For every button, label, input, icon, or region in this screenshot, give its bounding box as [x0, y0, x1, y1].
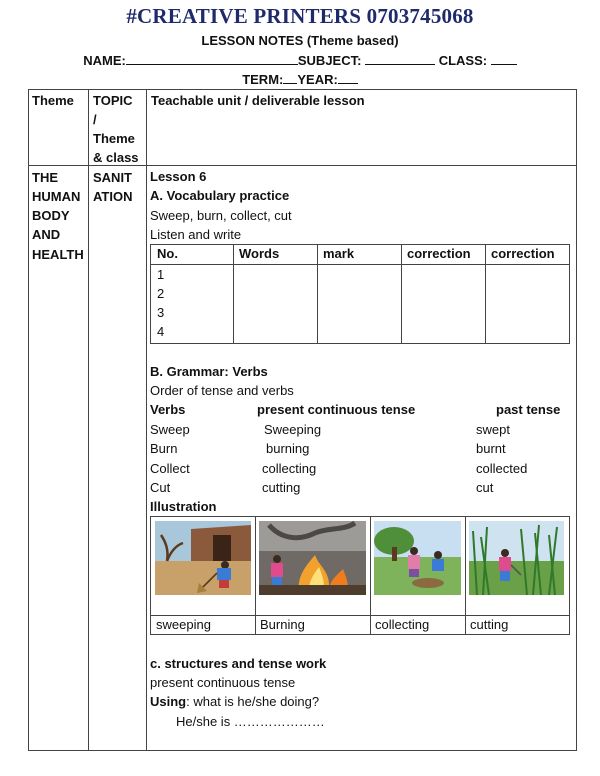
term-row — [0, 71, 600, 87]
theme-line: HUMAN — [32, 189, 81, 204]
topic-header-2: / — [93, 112, 97, 127]
caption-collecting: collecting — [375, 617, 430, 632]
subject-blank[interactable] — [365, 52, 435, 65]
topic-line: ATION — [93, 189, 133, 204]
verb-past: burnt — [476, 441, 506, 456]
listen-instruction: Listen and write — [150, 227, 242, 242]
theme-header: Theme — [32, 93, 74, 108]
column-divider — [88, 90, 89, 750]
document-title: LESSON NOTES (Theme based) — [201, 33, 399, 48]
verb-base: Burn — [150, 441, 178, 456]
order-line: Order of tense and verbs — [150, 383, 294, 398]
name-label: NAME: — [83, 53, 126, 68]
illustration-table — [150, 516, 570, 635]
section-b-heading: B. Grammar: Verbs — [150, 364, 268, 379]
burning-illustration — [259, 521, 366, 595]
collecting-illustration — [374, 521, 461, 595]
vocab-header-mark: mark — [323, 246, 355, 261]
theme-line: BODY — [32, 208, 70, 223]
caption-sweeping: sweeping — [156, 617, 211, 632]
past-tense-header: past tense — [496, 402, 561, 417]
verb-present: collecting — [262, 461, 317, 476]
caption-burning: Burning — [260, 617, 305, 632]
term-blank[interactable] — [283, 71, 297, 84]
theme-line: THE — [32, 170, 58, 185]
vocab-header-correction: correction — [407, 246, 471, 261]
section-c-heading: c. structures and tense work — [150, 656, 327, 671]
theme-line: HEALTH — [32, 247, 84, 262]
column-divider — [370, 517, 371, 634]
verb-base: Cut — [150, 480, 171, 495]
sweeping-illustration — [155, 521, 251, 595]
subject-label: SUBJECT: — [297, 53, 362, 68]
verb-present: Sweeping — [264, 422, 322, 437]
term-label: TERM: — [242, 72, 284, 87]
verb-base: Sweep — [150, 422, 190, 437]
class-blank[interactable] — [491, 52, 517, 65]
using-label: Using — [150, 694, 187, 709]
vocabulary-words: Sweep, burn, collect, cut — [150, 208, 292, 223]
vocab-row-number: 4 — [157, 324, 165, 339]
year-label: YEAR: — [297, 72, 338, 87]
name-blank[interactable] — [126, 52, 298, 65]
student-details-row — [0, 52, 600, 68]
topic-line: SANIT — [93, 170, 132, 185]
answer-line: He/she is ………………… — [176, 714, 325, 729]
theme-line: AND — [32, 227, 61, 242]
illustration-label: Illustration — [150, 499, 217, 514]
vocab-header-no: No. — [157, 246, 178, 261]
verb-present: cutting — [262, 480, 301, 495]
vocab-header-correction: correction — [491, 246, 555, 261]
caption-divider — [151, 615, 569, 616]
vocab-header-words: Words — [239, 246, 280, 261]
class-label: CLASS: — [438, 53, 488, 68]
brand-title: #CREATIVE PRINTERS 0703745068 — [126, 4, 474, 28]
year-blank[interactable] — [338, 71, 358, 84]
vocab-row-number: 2 — [157, 286, 165, 301]
topic-header-3: Theme — [93, 131, 135, 146]
header-divider — [151, 264, 569, 265]
verb-past: collected — [476, 461, 528, 476]
column-divider — [233, 245, 234, 343]
topic-header-4: & class — [93, 150, 139, 165]
unit-header: Teachable unit / deliverable lesson — [151, 93, 365, 108]
using-line — [150, 692, 319, 712]
verbs-header: Verbs — [150, 402, 186, 417]
caption-cutting: cutting — [470, 617, 509, 632]
verb-past: swept — [476, 422, 510, 437]
section-a-heading: A. Vocabulary practice — [150, 188, 290, 203]
topic-header-1: TOPIC — [93, 93, 133, 108]
column-divider — [485, 245, 486, 343]
column-divider — [401, 245, 402, 343]
cutting-illustration — [469, 521, 564, 595]
verb-base: Collect — [150, 461, 190, 476]
vocab-row-number: 3 — [157, 305, 165, 320]
present-continuous-header: present continuous tense — [257, 402, 416, 417]
verb-past: cut — [476, 480, 494, 495]
tense-line: present continuous tense — [150, 675, 296, 690]
column-divider — [255, 517, 256, 634]
using-text: : what is he/she doing? — [186, 694, 320, 709]
vocab-row-number: 1 — [157, 267, 165, 282]
column-divider — [317, 245, 318, 343]
lesson-title: Lesson 6 — [150, 169, 207, 184]
verb-present: burning — [266, 441, 310, 456]
column-divider — [465, 517, 466, 634]
vocabulary-table — [150, 244, 570, 344]
column-divider — [146, 90, 147, 750]
